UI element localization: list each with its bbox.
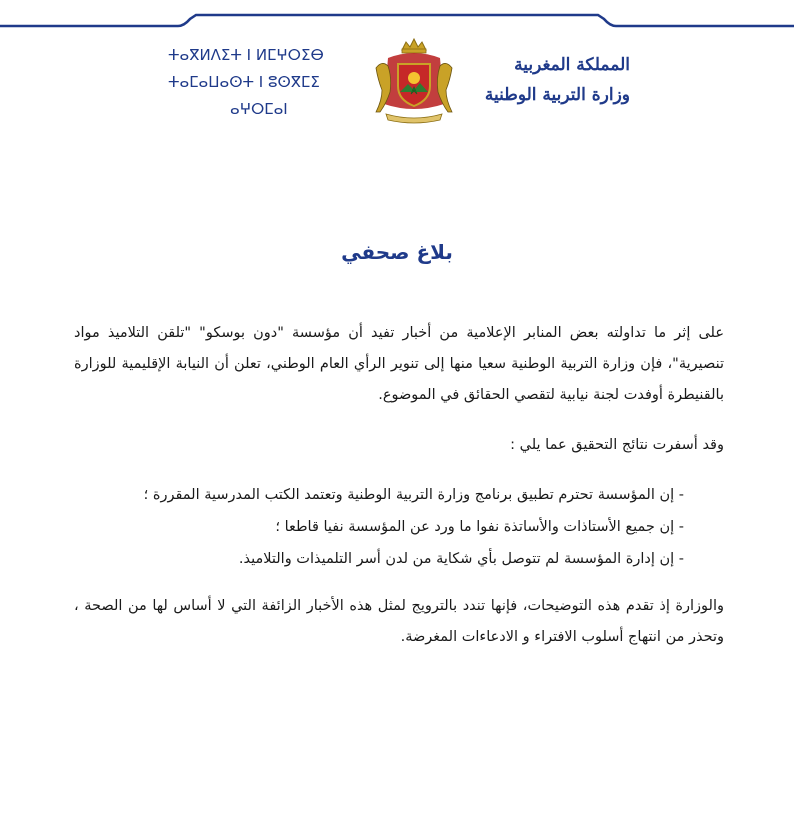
finding-item: - إن المؤسسة تحترم تطبيق برنامج وزارة التربية الوطنية وتعتمد الكتب المدرسية المقررة ؛	[143, 487, 684, 503]
moroccan-coat-of-arms-icon	[368, 34, 460, 126]
finding-item: - إن إدارة المؤسسة لم تتوصل بأي شكاية من لدن أسر التلميذات والتلاميذ.	[238, 551, 684, 567]
tifinagh-line-2: ⵜⴰⵎⴰⵡⴰⵙⵜ ⵏ ⵓⵙⴳⵎⵉ	[168, 73, 320, 91]
ministry-line: وزارة التربية الوطنية	[484, 85, 630, 105]
ministry-name-arabic	[460, 50, 630, 110]
tifinagh-ministry-name	[168, 42, 348, 123]
finding-item: - إن جميع الأستاذات والأساتذة نفوا ما ورد عن المؤسسة نفيا قاطعا ؛	[275, 519, 684, 535]
findings-intro: وقد أسفرت نتائج التحقيق عما يلي :	[510, 437, 724, 453]
findings-list	[74, 479, 684, 575]
paragraph-intro: على إثر ما تداولته بعض المنابر الإعلامية من أخبار تفيد أن مؤسسة "دون بوسكو" "تلقن التلاميذ مواد تنصيرية"، فإن وزارة التربية الوطنية سعيا منها إلى تنوير الرأي العام الوطني، تعلن أن النيابة الإقليمية للوزارة بالقنيطرة أوفدت لجنة نيابية لتقصي الحقائق في الموضوع.	[74, 325, 724, 403]
kingdom-line: المملكة المغربية	[514, 55, 630, 75]
tifinagh-line-1: ⵜⴰⴳⵍⴷⵉⵜ ⵏ ⵍⵎⵖⵔⵉⴱ	[168, 46, 324, 64]
tifinagh-line-3: ⴰⵖⵔⵎⴰⵏ	[230, 100, 288, 118]
paragraph-closing: والوزارة إذ تقدم هذه التوضيحات، فإنها تندد بالترويج لمثل هذه الأخبار الزائفة التي لا أساس لها من الصحة ، وتحذر من انتهاج أسلوب الافتراء و الادعاءات المغرضة.	[74, 598, 724, 645]
document-title: بلاغ صحفي	[341, 240, 453, 264]
